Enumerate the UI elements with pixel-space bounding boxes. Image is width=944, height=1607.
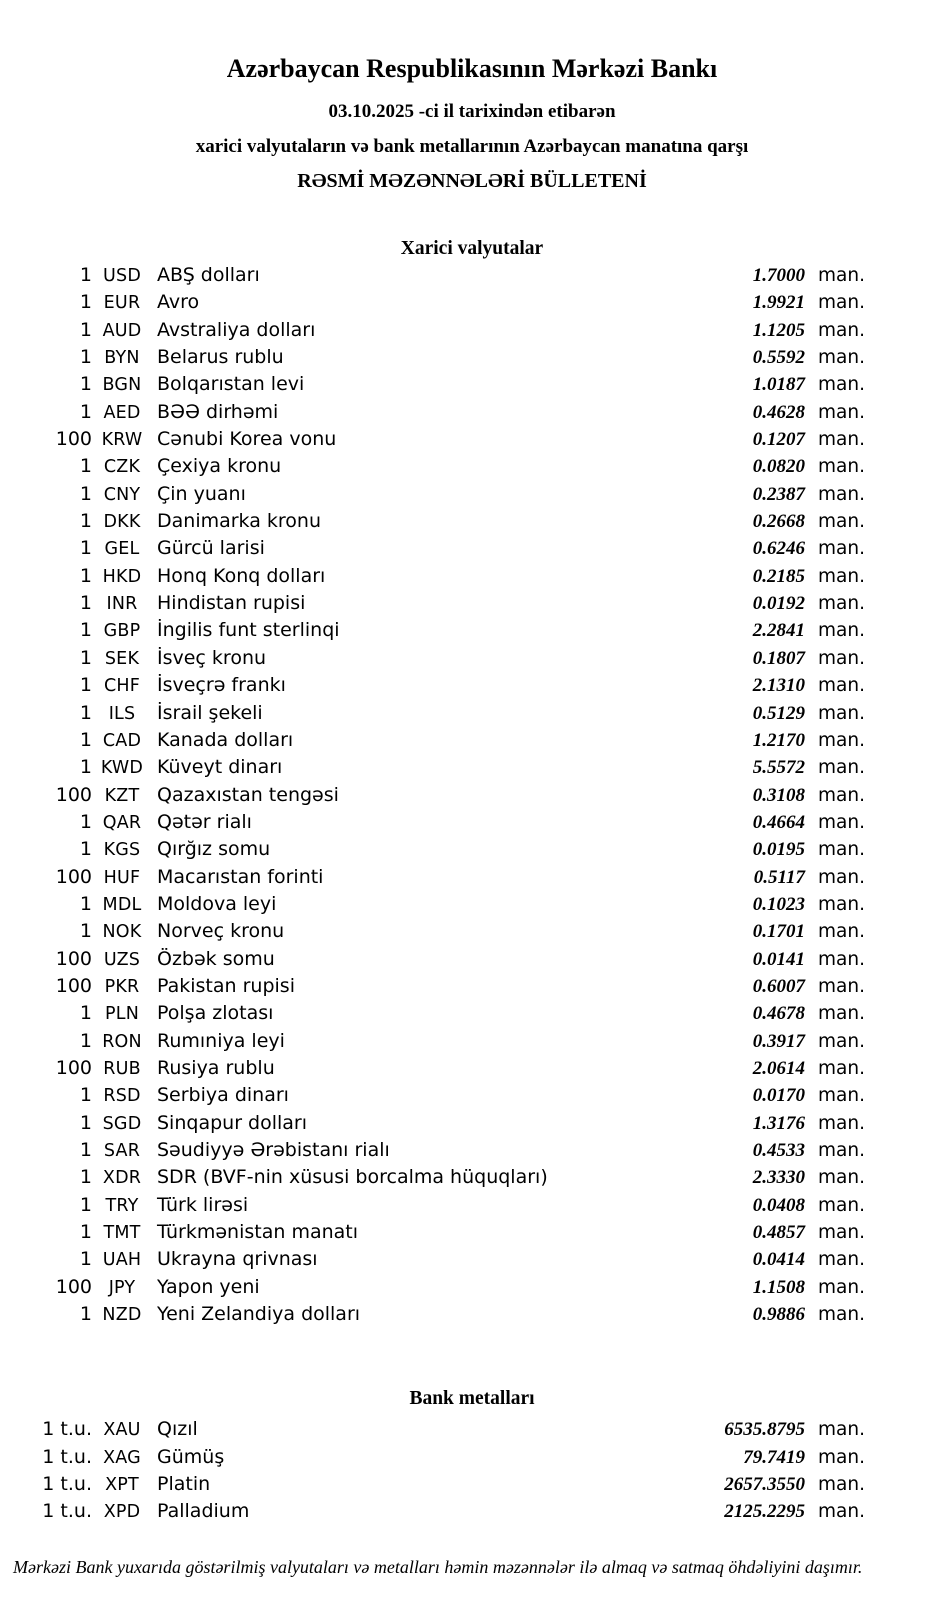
currency-code: KRW xyxy=(101,430,143,451)
currency-quantity: 1 xyxy=(79,537,92,560)
metal-rate: 2657.3550 xyxy=(724,1474,805,1496)
currency-rate: 1.2170 xyxy=(752,729,805,751)
unit-label: man. xyxy=(818,1249,865,1271)
currency-code: NZD xyxy=(102,1305,142,1326)
currency-code: RSD xyxy=(103,1086,141,1107)
currency-quantity: 1 xyxy=(79,1002,92,1025)
currency-name: Pakistan rupisi xyxy=(157,974,295,997)
currency-name: Bolqarıstan levi xyxy=(157,373,305,396)
currency-row xyxy=(0,948,944,975)
metal-name: Palladium xyxy=(157,1500,250,1523)
currency-code: JPY xyxy=(108,1277,136,1298)
currency-name: Moldova leyi xyxy=(157,892,277,915)
metal-name: Platin xyxy=(157,1473,211,1496)
currency-name: Honq Konq dolları xyxy=(157,564,326,587)
metal-code: XAG xyxy=(103,1447,141,1468)
currency-name: Belarus rublu xyxy=(157,346,284,369)
currency-quantity: 1 xyxy=(79,318,92,341)
unit-label: man. xyxy=(818,1304,865,1326)
unit-label: man. xyxy=(818,893,865,915)
currency-code: CAD xyxy=(102,730,142,751)
currency-row xyxy=(0,866,944,893)
currency-rate: 0.1023 xyxy=(752,893,805,915)
currencies-list xyxy=(0,264,944,1330)
currency-quantity: 100 xyxy=(55,783,92,806)
unit-label: man. xyxy=(818,757,865,779)
currency-row xyxy=(0,1303,944,1330)
currency-name: Avro xyxy=(157,291,200,314)
currency-quantity: 1 xyxy=(79,646,92,669)
unit-label: man. xyxy=(818,347,865,369)
unit-label: man. xyxy=(818,1446,865,1468)
currency-name: Rumıniya leyi xyxy=(157,1029,285,1052)
currency-rate: 5.5572 xyxy=(752,757,805,779)
currency-name: Norveç kronu xyxy=(157,920,285,943)
unit-label: man. xyxy=(818,675,865,697)
currency-rate: 0.6007 xyxy=(752,975,805,997)
unit-label: man. xyxy=(818,811,865,833)
metal-code: XAU xyxy=(103,1420,141,1441)
currency-quantity: 1 xyxy=(79,756,92,779)
currency-code: XDR xyxy=(102,1168,142,1189)
currency-name: Cənubi Korea vonu xyxy=(157,428,337,451)
currency-name: Qırğız somu xyxy=(157,838,271,861)
currency-rate: 0.0141 xyxy=(752,948,805,970)
unit-label: man. xyxy=(818,839,865,861)
currency-name: İsveçrə frankı xyxy=(157,674,286,697)
currency-row xyxy=(0,784,944,811)
currency-row xyxy=(0,373,944,400)
currency-name: İsveç kronu xyxy=(157,646,267,669)
currency-quantity: 1 xyxy=(79,1084,92,1107)
currency-name: Yapon yeni xyxy=(157,1275,260,1298)
currency-rate: 0.2668 xyxy=(752,511,805,533)
currency-rate: 1.9921 xyxy=(752,292,805,314)
unit-label: man. xyxy=(818,1194,865,1216)
currency-row xyxy=(0,838,944,865)
currency-name: Macarıstan forinti xyxy=(157,865,324,888)
unit-label: man. xyxy=(818,429,865,451)
currency-quantity: 100 xyxy=(55,947,92,970)
currency-code: SEK xyxy=(104,648,140,669)
currency-row xyxy=(0,483,944,510)
currency-quantity: 1 xyxy=(79,1139,92,1161)
currency-quantity: 1 xyxy=(79,564,92,587)
currency-row xyxy=(0,1221,944,1248)
currency-code: KGS xyxy=(103,840,141,861)
currency-rate: 0.2387 xyxy=(752,483,805,505)
currency-name: ABŞ dolları xyxy=(157,264,260,286)
currency-quantity: 100 xyxy=(55,1056,92,1079)
unit-label: man. xyxy=(818,1501,865,1523)
currency-code: QAR xyxy=(102,812,142,833)
currency-rate: 0.0195 xyxy=(752,839,805,861)
currency-code: MDL xyxy=(102,894,142,915)
currency-quantity: 1 xyxy=(79,1303,92,1326)
currency-row xyxy=(0,1194,944,1221)
currency-row xyxy=(0,1166,944,1193)
currency-code: HKD xyxy=(102,566,142,587)
currency-rate: 0.5117 xyxy=(753,866,805,888)
currency-code: CNY xyxy=(103,484,141,505)
currency-quantity: 1 xyxy=(79,482,92,505)
currency-name: Gürcü larisi xyxy=(157,537,265,560)
currency-code: INR xyxy=(106,594,138,615)
currency-rate: 0.0820 xyxy=(752,456,805,478)
currency-code: KWD xyxy=(100,758,144,779)
currency-rate: 0.3108 xyxy=(752,784,805,806)
currency-rate: 0.6246 xyxy=(752,538,805,560)
currency-name: Çin yuanı xyxy=(157,482,246,505)
currency-code: UZS xyxy=(103,949,141,970)
currency-rate: 0.9886 xyxy=(752,1304,805,1326)
currency-rate: 1.0187 xyxy=(752,374,805,396)
unit-label: man. xyxy=(818,975,865,997)
currency-rate: 0.4628 xyxy=(752,401,805,423)
currency-quantity: 1 xyxy=(79,510,92,533)
currency-name: İsrail şekeli xyxy=(157,701,263,724)
bulletin-title: RƏSMİ MƏZƏNNƏLƏRİ BÜLLETENİ xyxy=(297,170,647,192)
currency-rate: 0.0414 xyxy=(752,1249,805,1271)
unit-label: man. xyxy=(818,593,865,615)
currency-name: Sinqapur dolları xyxy=(157,1111,308,1134)
currency-row xyxy=(0,975,944,1002)
unit-label: man. xyxy=(818,319,865,341)
unit-label: man. xyxy=(818,1474,865,1496)
currency-row xyxy=(0,756,944,783)
footer-note: Mərkəzi Bank yuxarıda göstərilmiş valyutaları və metalları həmin məzənnələr ilə almaq və satmaq öhdəliyini daşımır. xyxy=(13,1556,863,1577)
currency-code: CZK xyxy=(103,457,141,478)
currency-row xyxy=(0,674,944,701)
currency-name: Serbiya dinarı xyxy=(157,1084,289,1107)
currency-code: USD xyxy=(103,266,141,286)
currency-name: İngilis funt sterlinqi xyxy=(157,619,340,642)
metal-row xyxy=(0,1500,944,1527)
currency-quantity: 1 xyxy=(79,838,92,861)
metal-row xyxy=(0,1418,944,1445)
currency-rate: 2.2841 xyxy=(752,620,805,642)
currency-quantity: 1 xyxy=(79,1193,92,1216)
currency-rate: 0.0170 xyxy=(752,1085,805,1107)
currency-quantity: 1 xyxy=(79,1221,92,1244)
currency-code: EUR xyxy=(103,293,141,314)
currency-code: CHF xyxy=(103,676,141,697)
currency-row xyxy=(0,1084,944,1111)
unit-label: man. xyxy=(818,866,865,888)
currencies-section-title: Xarici valyutalar xyxy=(400,238,544,259)
currency-quantity: 1 xyxy=(79,455,92,478)
metals-section-title: Bank metalları xyxy=(409,1388,535,1410)
currency-code: GEL xyxy=(104,539,140,560)
unit-label: man. xyxy=(818,511,865,533)
currency-quantity: 1 xyxy=(79,346,92,369)
currency-row xyxy=(0,455,944,482)
currency-rate: 0.0408 xyxy=(752,1194,805,1216)
currency-quantity: 1 xyxy=(79,1166,92,1189)
currency-code: DKK xyxy=(103,512,141,533)
currency-name: Danimarka kronu xyxy=(157,510,322,533)
currency-rate: 0.1807 xyxy=(752,647,805,669)
currency-row xyxy=(0,619,944,646)
currency-name: Kanada dolları xyxy=(157,728,294,751)
metal-rate: 79.7419 xyxy=(743,1446,805,1468)
currency-rate: 0.4533 xyxy=(752,1140,805,1161)
unit-label: man. xyxy=(818,1085,865,1107)
metal-code: XPT xyxy=(105,1475,139,1496)
unit-label: man. xyxy=(818,1030,865,1052)
currency-row xyxy=(0,346,944,373)
currency-row xyxy=(0,702,944,729)
metal-quantity: 1 t.u. xyxy=(42,1445,92,1468)
unit-label: man. xyxy=(818,565,865,587)
currency-name: Özbək somu xyxy=(157,947,275,970)
unit-label: man. xyxy=(818,1167,865,1189)
currency-rate: 0.3917 xyxy=(752,1030,805,1052)
currency-row xyxy=(0,1002,944,1029)
currency-quantity: 1 xyxy=(79,728,92,751)
unit-label: man. xyxy=(818,374,865,396)
metal-row xyxy=(0,1446,944,1473)
currency-rate: 0.4857 xyxy=(752,1222,805,1244)
effective-date-line: 03.10.2025 -ci il tarixindən etibarən xyxy=(328,101,616,122)
metal-code: XPD xyxy=(103,1502,141,1523)
currency-quantity: 1 xyxy=(79,701,92,724)
unit-label: man. xyxy=(818,292,865,314)
currency-row xyxy=(0,319,944,346)
currency-name: BƏƏ dirhəmi xyxy=(157,400,279,423)
currency-code: TRY xyxy=(105,1195,139,1216)
currency-rate: 0.4678 xyxy=(752,1003,805,1025)
unit-label: man. xyxy=(818,921,865,943)
currency-rate: 2.3330 xyxy=(752,1167,805,1189)
unit-label: man. xyxy=(818,702,865,724)
currency-code: KZT xyxy=(104,785,140,806)
currency-code: UAH xyxy=(102,1250,142,1271)
unit-label: man. xyxy=(818,784,865,806)
currency-row xyxy=(0,729,944,756)
currency-rate: 0.0192 xyxy=(752,593,805,615)
unit-label: man. xyxy=(818,1057,865,1079)
bulletin-header xyxy=(0,0,944,193)
currency-row xyxy=(0,510,944,537)
currency-quantity: 1 xyxy=(79,892,92,915)
unit-label: man. xyxy=(818,620,865,642)
currency-rate: 0.1207 xyxy=(752,429,805,451)
currency-row xyxy=(0,893,944,920)
currency-row xyxy=(0,264,944,291)
currency-row xyxy=(0,1057,944,1084)
metal-quantity: 1 t.u. xyxy=(42,1500,92,1523)
currency-name: Hindistan rupisi xyxy=(157,592,306,615)
currency-rate: 0.4664 xyxy=(752,811,805,833)
currency-quantity: 1 xyxy=(79,674,92,697)
currency-row xyxy=(0,401,944,428)
subject-line: xarici valyutaların və bank metallarının Azərbaycan manatına qarşı xyxy=(195,136,749,157)
currency-quantity: 1 xyxy=(79,264,92,286)
currency-code: AED xyxy=(103,402,141,423)
unit-label: man. xyxy=(818,1419,865,1441)
currency-quantity: 1 xyxy=(79,1111,92,1134)
currency-rate: 1.1508 xyxy=(752,1276,805,1298)
currency-name: Türk lirəsi xyxy=(157,1193,249,1216)
currency-name: Yeni Zelandiya dolları xyxy=(157,1303,361,1326)
currency-code: PKR xyxy=(104,976,140,997)
currency-quantity: 1 xyxy=(79,619,92,642)
currency-name: SDR (BVF-nin xüsusi borcalma hüquqları) xyxy=(157,1166,548,1189)
currency-rate: 1.1205 xyxy=(752,319,805,341)
currency-code: BYN xyxy=(104,348,140,369)
unit-label: man. xyxy=(818,1222,865,1244)
unit-label: man. xyxy=(818,729,865,751)
currency-code: SGD xyxy=(102,1113,142,1134)
unit-label: man. xyxy=(818,483,865,505)
currency-name: Türkmənistan manatı xyxy=(157,1221,359,1244)
currency-quantity: 100 xyxy=(55,865,92,888)
metal-rate: 6535.8795 xyxy=(724,1419,805,1441)
currency-quantity: 1 xyxy=(79,1029,92,1052)
currency-name: Rusiya rublu xyxy=(157,1056,275,1079)
currency-row xyxy=(0,647,944,674)
currency-row xyxy=(0,537,944,564)
unit-label: man. xyxy=(818,647,865,669)
currency-row xyxy=(0,1030,944,1057)
metal-name: Gümüş xyxy=(157,1445,225,1468)
currency-code: RUB xyxy=(103,1058,141,1079)
currency-code: NOK xyxy=(102,922,142,943)
currency-rate: 1.7000 xyxy=(752,265,805,286)
currency-row xyxy=(0,920,944,947)
unit-label: man. xyxy=(818,1276,865,1298)
currency-rate: 0.2185 xyxy=(752,565,805,587)
currency-quantity: 1 xyxy=(79,592,92,615)
bank-name-title: Azərbaycan Respublikasının Mərkəzi Bankı xyxy=(226,54,718,83)
currency-code: GBP xyxy=(103,621,141,642)
currency-code: SAR xyxy=(103,1141,141,1161)
unit-label: man. xyxy=(818,265,865,286)
currency-rate: 2.0614 xyxy=(752,1057,805,1079)
currency-quantity: 1 xyxy=(79,373,92,396)
currency-name: Ukrayna qrivnası xyxy=(157,1248,318,1271)
currency-quantity: 100 xyxy=(55,428,92,451)
currency-name: Qətər rialı xyxy=(157,810,252,833)
currency-quantity: 1 xyxy=(79,810,92,833)
currency-quantity: 100 xyxy=(55,1275,92,1298)
unit-label: man. xyxy=(818,401,865,423)
currency-name: Səudiyyə Ərəbistanı rialı xyxy=(157,1139,390,1161)
currency-code: AUD xyxy=(102,320,142,341)
unit-label: man. xyxy=(818,1140,865,1161)
currency-row xyxy=(0,565,944,592)
currency-row xyxy=(0,811,944,838)
currency-row xyxy=(0,1276,944,1303)
currency-quantity: 1 xyxy=(79,1248,92,1271)
currency-code: RON xyxy=(102,1031,142,1052)
unit-label: man. xyxy=(818,948,865,970)
currency-quantity: 1 xyxy=(79,400,92,423)
currency-row xyxy=(0,428,944,455)
currency-rate: 0.5129 xyxy=(752,702,805,724)
metal-name: Qızıl xyxy=(157,1418,198,1441)
currency-code: TMT xyxy=(103,1223,141,1244)
currency-row xyxy=(0,1112,944,1139)
currency-name: Çexiya kronu xyxy=(157,455,282,478)
metal-row xyxy=(0,1473,944,1500)
unit-label: man. xyxy=(818,538,865,560)
currency-quantity: 100 xyxy=(55,974,92,997)
currency-row xyxy=(0,291,944,318)
unit-label: man. xyxy=(818,1112,865,1134)
currency-row xyxy=(0,1139,944,1166)
unit-label: man. xyxy=(818,1003,865,1025)
metals-list xyxy=(0,1418,944,1527)
currency-rate: 0.1701 xyxy=(752,921,805,943)
currency-rate: 2.1310 xyxy=(752,675,805,697)
currency-code: BGN xyxy=(102,375,142,396)
currency-name: Küveyt dinarı xyxy=(157,756,283,779)
currency-quantity: 1 xyxy=(79,291,92,314)
currency-code: HUF xyxy=(103,867,141,888)
metal-rate: 2125.2295 xyxy=(724,1501,805,1523)
metal-quantity: 1 t.u. xyxy=(42,1473,92,1496)
currency-code: ILS xyxy=(108,703,136,724)
currency-name: Avstraliya dolları xyxy=(157,318,316,341)
currency-name: Polşa zlotası xyxy=(157,1002,274,1025)
metal-quantity: 1 t.u. xyxy=(42,1418,92,1441)
currency-name: Qazaxıstan tengəsi xyxy=(157,783,339,806)
currency-rate: 0.5592 xyxy=(752,347,805,369)
currency-rate: 1.3176 xyxy=(752,1112,805,1134)
currency-quantity: 1 xyxy=(79,920,92,943)
unit-label: man. xyxy=(818,456,865,478)
currency-row xyxy=(0,1248,944,1275)
currency-row xyxy=(0,592,944,619)
currency-code: PLN xyxy=(105,1004,139,1025)
